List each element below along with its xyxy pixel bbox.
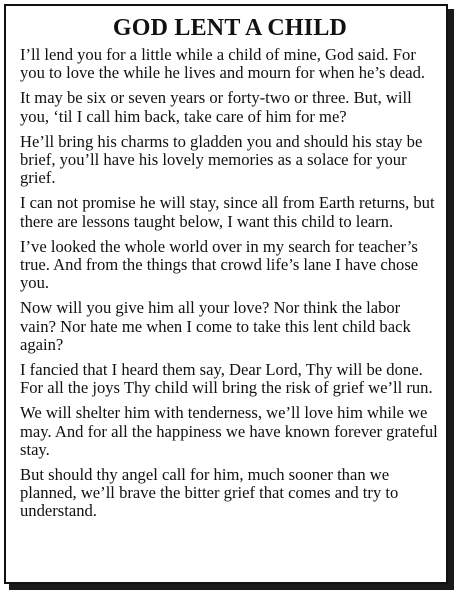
stanza-5: I’ve looked the whole world over in my search for teacher’s true. And from the things that crowd life’s lane I have chose you. — [20, 236, 419, 293]
poem-title: GOD LENT A CHILD — [112, 15, 348, 41]
stanza-8: We will shelter him with tenderness, we’ll love him while we may. And for all the happiness we have known forever grateful stay. — [20, 403, 438, 459]
stanza-3: He’ll bring his charms to gladden you and should his stay be brief, you’ll have his lovely memories as a solace for your grief. — [20, 131, 423, 188]
stanza-6: Now will you give him all your love? Nor think the labor vain? Nor hate me when I come to take this lent child back again? — [20, 298, 411, 354]
stanza-4: I can not promise he will stay, since all from Earth returns, but there are lessons taught below, I want this child to learn. — [20, 193, 435, 231]
stanza-7: I fancied that I heard them say, Dear Lord, Thy will be done. For all the joys Thy child will bring the risk of grief we’ll run. — [20, 360, 433, 398]
stanza-2: It may be six or seven years or forty-two or three. But, will you, ‘til I call him back, take care of him for me? — [20, 88, 412, 126]
poem-content — [20, 14, 440, 528]
stanza-9: But should thy angel call for him, much sooner than we planned, we’ll brave the bitter grief that comes and try to understand. — [20, 465, 399, 521]
stanza-1: I’ll lend you for a little while a child of mine, God said. For you to love the while he lives and mourn for when he’s dead. — [20, 45, 426, 83]
